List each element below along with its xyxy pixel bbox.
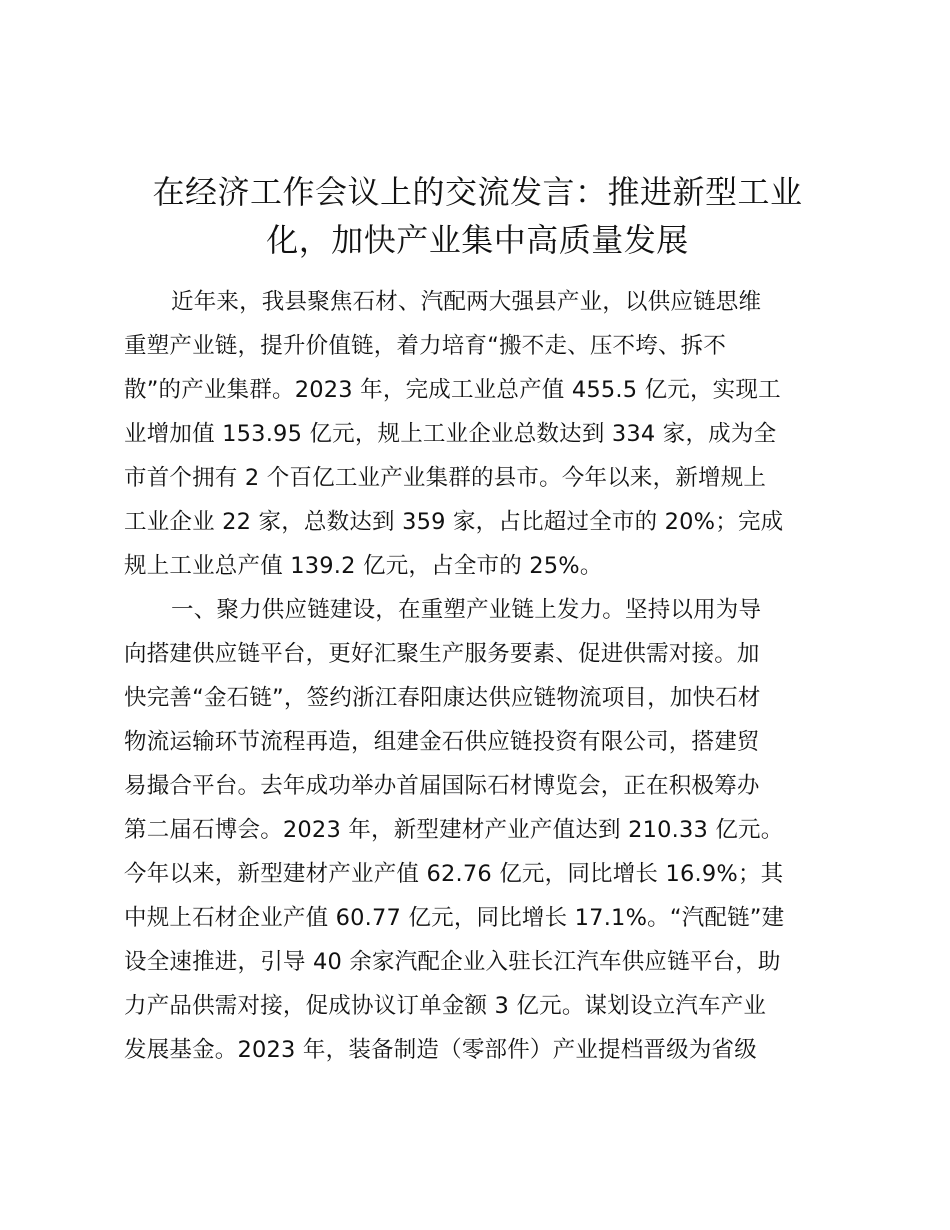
paragraph-line: 散”的产业集群。2023 年，完成工业总产值 455.5 亿元，实现工 xyxy=(124,377,781,403)
paragraph-line: 业增加值 153.95 亿元，规上工业企业总数达到 334 家，成为全 xyxy=(124,421,777,447)
paragraph-line: 力产品供需对接，促成协议订单金额 3 亿元。谋划设立汽车产业 xyxy=(124,993,767,1019)
paragraph-line: 一、聚力供应链建设，在重塑产业链上发力。坚持以用为导 xyxy=(171,597,762,623)
paragraph-supply-chain xyxy=(124,588,839,1072)
paragraph-line: 向搭建供应链平台，更好汇聚生产服务要素、促进供需对接。加 xyxy=(124,641,760,667)
paragraph-line: 物流运输环节流程再造，组建金石供应链投资有限公司，搭建贸 xyxy=(124,729,760,755)
paragraph-line: 设全速推进，引导 40 余家汽配企业入驻长江汽车供应链平台，助 xyxy=(124,949,781,975)
document-body xyxy=(124,280,839,1072)
paragraph-line: 今年以来，新型建材产业产值 62.76 亿元，同比增长 16.9%；其 xyxy=(124,861,784,887)
title-line: 化，加快产业集中高质量发展 xyxy=(266,221,689,259)
paragraph-line: 市首个拥有 2 个百亿工业产业集群的县市。今年以来，新增规上 xyxy=(124,465,767,491)
paragraph-line: 易撮合平台。去年成功举办首届国际石材博览会，正在积极筹办 xyxy=(124,773,760,799)
paragraph-line: 工业企业 22 家，总数达到 359 家，占比超过全市的 20%；完成 xyxy=(124,509,784,535)
paragraph-line: 规上工业总产值 139.2 亿元，占全市的 25%。 xyxy=(124,553,603,579)
paragraph-line: 中规上石材企业产值 60.77 亿元，同比增长 17.1%。“汽配链”建 xyxy=(124,905,785,931)
paragraph-line: 重塑产业链，提升价值链，着力培育“搬不走、压不垮、拆不 xyxy=(124,333,727,359)
paragraph-intro xyxy=(124,280,839,588)
paragraph-line: 发展基金。2023 年，装备制造（零部件）产业提档晋级为省级 xyxy=(124,1037,757,1063)
title-line: 在经济工作会议上的交流发言：推进新型工业 xyxy=(152,173,803,211)
document-title xyxy=(120,168,835,264)
paragraph-line: 近年来，我县聚焦石材、汽配两大强县产业，以供应链思维 xyxy=(171,289,762,315)
paragraph-line: 第二届石博会。2023 年，新型建材产业产值达到 210.33 亿元。 xyxy=(124,817,784,843)
paragraph-line: 快完善“金石链”，签约浙江春阳康达供应链物流项目，加快石材 xyxy=(124,685,761,711)
